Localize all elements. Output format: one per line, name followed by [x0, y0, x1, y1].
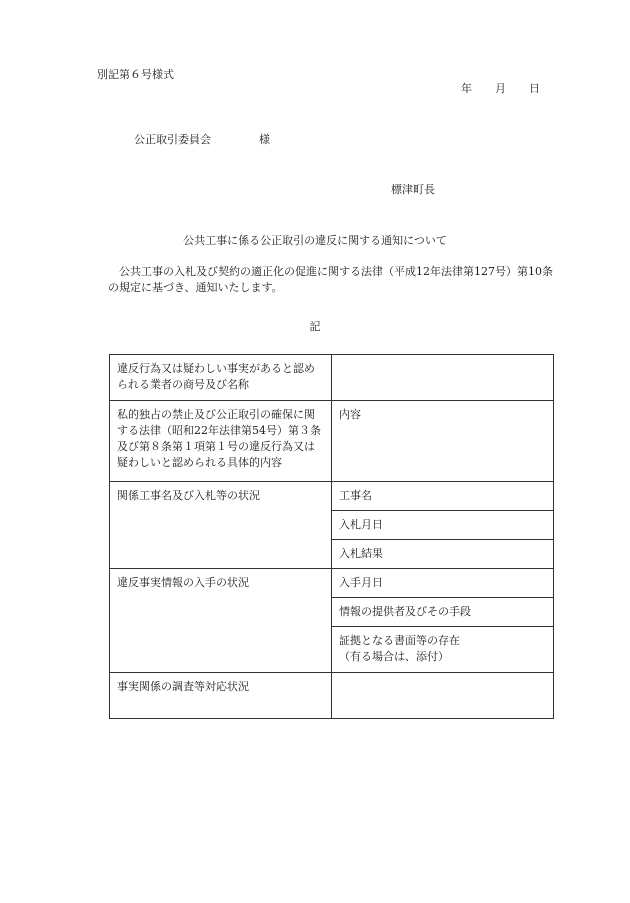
- report-table: [109, 354, 554, 719]
- violation-label: 私的独占の禁止及び公正取引の確保に関する法律（昭和22年法律第54号）第３条及び第８条第１項第１号の違反行為又は疑わしいと認められる具体的内容: [110, 401, 332, 482]
- offender-label: 違反行為又は疑わしい事実があると認められる業者の商号及び名称: [110, 355, 332, 401]
- honorific: 様: [259, 133, 270, 146]
- issuer: 標津町長: [391, 183, 435, 196]
- investigation-value: [332, 673, 554, 719]
- table-row: [110, 569, 554, 598]
- table-row: [110, 482, 554, 511]
- evidence-line2: （有る場合は、添付）: [339, 650, 449, 663]
- construction-name: 工事名: [332, 482, 554, 511]
- evidence-documents: [332, 627, 554, 673]
- date-day: 日: [529, 82, 540, 95]
- body-paragraph: 公共工事の入札及び契約の適正化の促進に関する法律（平成12年法律第127号）第10条の規定に基づき、通知いたします。: [108, 265, 553, 294]
- offender-value: [332, 355, 554, 401]
- date-line: [461, 80, 540, 96]
- addressee: [134, 131, 270, 147]
- bid-date: 入札月日: [332, 511, 554, 540]
- table-row: [110, 673, 554, 719]
- construction-label: 関係工事名及び入札等の状況: [110, 482, 332, 569]
- form-number: 別記第６号様式: [97, 68, 174, 81]
- table-row: [110, 355, 554, 401]
- info-source-label: 違反事実情報の入手の状況: [110, 569, 332, 673]
- violation-content: 内容: [332, 401, 554, 482]
- addressee-name: 公正取引委員会: [134, 133, 211, 146]
- evidence-line1: 証拠となる書面等の存在: [339, 634, 460, 647]
- informant: 情報の提供者及びその手段: [332, 598, 554, 627]
- investigation-label: 事実関係の調査等対応状況: [110, 673, 332, 719]
- date-month: 月: [495, 82, 506, 95]
- document-title: 公共工事に係る公正取引の違反に関する通知について: [183, 234, 447, 247]
- date-year: 年: [461, 82, 472, 95]
- table-row: [110, 401, 554, 482]
- acquired-date: 入手月日: [332, 569, 554, 598]
- bid-result: 入札結果: [332, 540, 554, 569]
- ki-heading: 記: [309, 320, 321, 333]
